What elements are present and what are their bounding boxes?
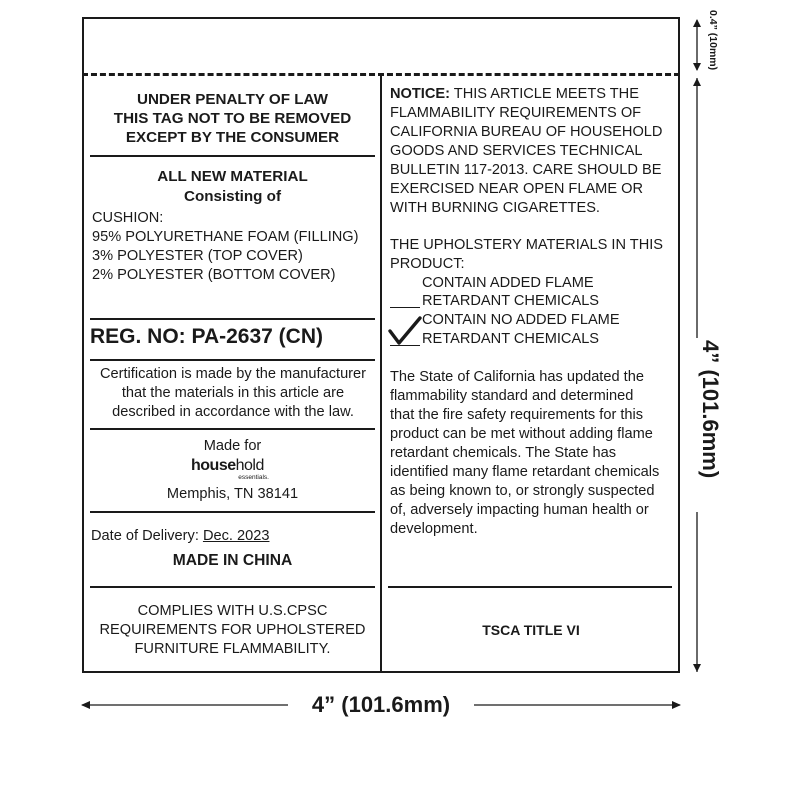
complies-line: FURNITURE FLAMMABILITY. (134, 641, 331, 657)
logo-word: house (191, 457, 236, 474)
certification-line: Certification is made by the manufacturer (99, 366, 367, 382)
state-line: product can be met without adding flame (390, 426, 653, 442)
width-dimension: 4” (101.6mm) (311, 692, 451, 717)
cushion-item: 95% POLYURETHANE FOAM (FILLING) (92, 229, 359, 245)
state-line: retardant chemicals. The State has (390, 445, 617, 461)
penalty-line-3: EXCEPT BY THE CONSUMER (125, 129, 340, 146)
certification-line: described in accordance with the law. (112, 404, 354, 420)
logo-word: hold (235, 457, 264, 474)
state-line: development. (390, 521, 478, 537)
material-title: ALL NEW MATERIAL (157, 168, 308, 185)
upholstery-line: THE UPHOLSTERY MATERIALS IN THIS (390, 237, 664, 253)
penalty-line-1: UNDER PENALTY OF LAW (137, 91, 328, 108)
state-line: identified many flame retardant chemicals (390, 464, 660, 480)
made-in: MADE IN CHINA (172, 552, 293, 569)
notice-text: THIS ARTICLE MEETS THE (450, 86, 639, 102)
notice-label: NOTICE: (390, 86, 450, 102)
material-subtitle: Consisting of (183, 188, 282, 205)
cushion-item: 3% POLYESTER (TOP COVER) (92, 248, 303, 264)
logo-subtext: essentials. (238, 474, 269, 481)
delivery-label: Date of Delivery: (91, 528, 199, 544)
address: Memphis, TN 38141 (166, 486, 299, 502)
state-line: as being known to, or strongly suspected (390, 483, 655, 499)
notice-line: GOODS AND SERVICES TECHNICAL (390, 143, 643, 159)
cushion-label: CUSHION: (92, 210, 164, 226)
upholstery-line: PRODUCT: (390, 256, 465, 272)
notice-line: FLAMMABILITY REQUIREMENTS OF (390, 105, 642, 121)
notice-line: WITH BURNING CIGARETTES. (390, 200, 600, 216)
option-added-line-1: CONTAIN ADDED FLAME (422, 275, 594, 291)
cushion-item: 2% POLYESTER (BOTTOM COVER) (92, 267, 336, 283)
option-no-added-line-1: CONTAIN NO ADDED FLAME (422, 312, 620, 328)
option-no-added-line-2: RETARDANT CHEMICALS (422, 331, 600, 347)
notice-line: CALIFORNIA BUREAU OF HOUSEHOLD (390, 124, 663, 140)
penalty-line-2: THIS TAG NOT TO BE REMOVED (113, 110, 352, 127)
state-line: The State of California has updated the (390, 369, 644, 385)
state-line: that the fire safety requirements for this (390, 407, 644, 423)
reg-number: REG. NO: PA-2637 (CN) (90, 325, 323, 348)
complies-line: COMPLIES WITH U.S.CPSC (137, 603, 328, 619)
state-line: of, adversely impacting human health or (390, 502, 649, 518)
option-added-line-2: RETARDANT CHEMICALS (422, 293, 600, 309)
notice-line: BULLETIN 117-2013. CARE SHOULD BE (390, 162, 662, 178)
complies-line: REQUIREMENTS FOR UPHOLSTERED (99, 622, 366, 638)
made-for-label: Made for (203, 438, 262, 454)
state-line: flammability standard and determined (390, 388, 634, 404)
height-dimension: 4” (101.6mm) (698, 340, 723, 479)
delivery-date: Dec. 2023 (202, 528, 270, 544)
tsca-title: TSCA TITLE VI (482, 622, 580, 638)
certification-line: that the materials in this article are (121, 385, 345, 401)
notice-line: EXERCISED NEAR OPEN FLAME OR (390, 181, 644, 197)
top-strip-dimension: 0.4” (10mm) (707, 10, 719, 71)
